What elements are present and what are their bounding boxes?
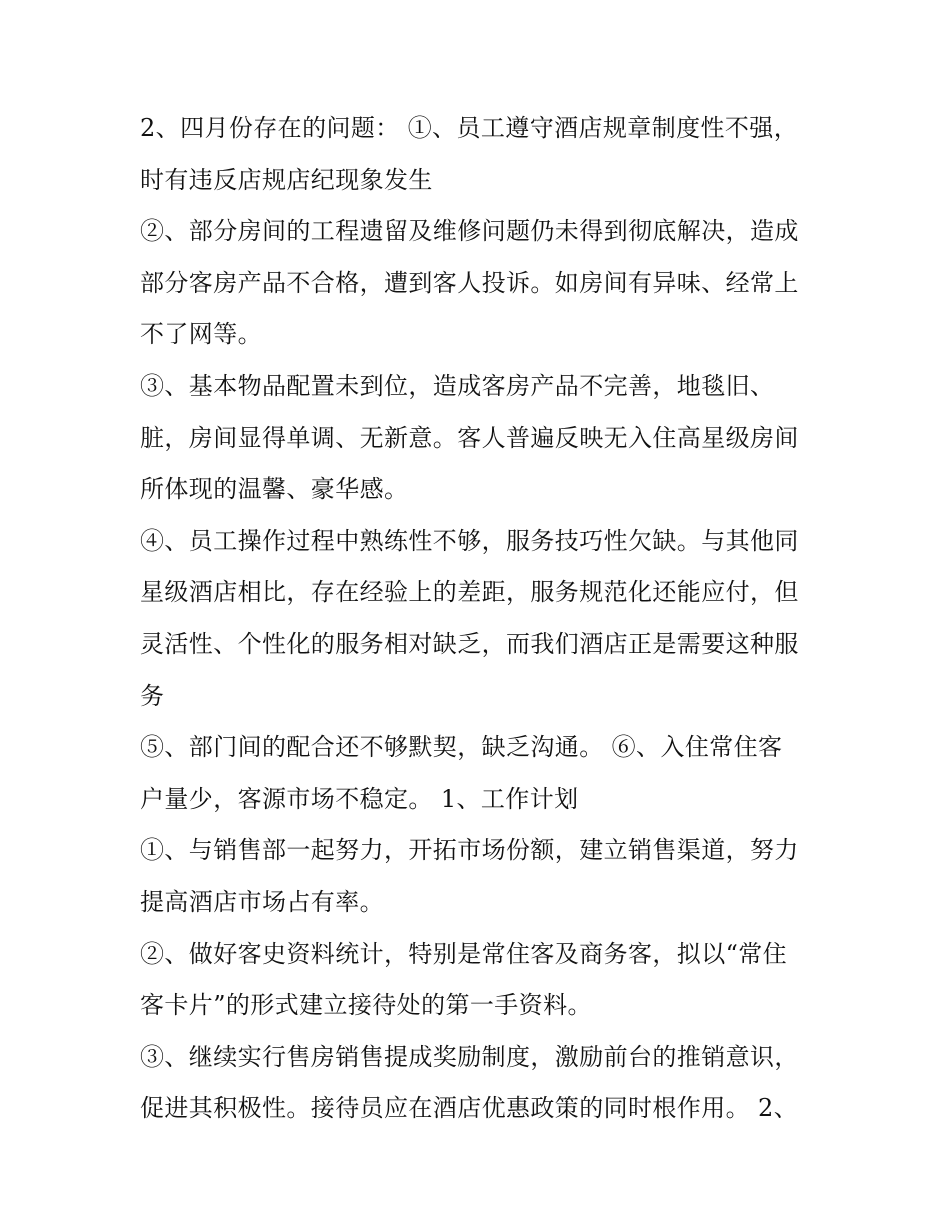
text-line-9: ④、员工操作过程中熟练性不够，服务技巧性欠缺。与其他同 [140,526,799,555]
text-line-2: 时有违反店规店纪现象发生 [140,165,433,194]
text-line-20: 促进其积极性。接待员应在酒店优惠政策的同时根作用。 2、 [140,1094,799,1123]
text-line-15: ①、与销售部一起努力，开拓市场份额，建立销售渠道，努力 [140,836,799,865]
text-line-8: 所体现的温馨、豪华感。 [140,475,409,504]
text-line-5: 不了网等。 [140,320,262,349]
text-line-11: 灵活性、个性化的服务相对缺乏，而我们酒店正是需要这种服 [140,629,799,658]
text-line-3: ②、部分房间的工程遗留及维修问题仍未得到彻底解决，造成 [140,217,799,246]
document-page [140,103,830,1135]
text-line-17: ②、做好客史资料统计，特别是常住客及商务客，拟以“常住 [140,939,788,968]
text-line-13: ⑤、部门间的配合还不够默契，缺乏沟通。 ⑥、入住常住客 [140,733,783,762]
text-line-6: ③、基本物品配置未到位，造成客房产品不完善，地毯旧、 [140,371,775,400]
text-line-7: 脏，房间显得单调、无新意。客人普遍反映无入住高星级房间 [140,423,799,452]
text-line-14: 户量少，客源市场不稳定。 1、工作计划 [140,784,579,813]
text-line-12: 务 [140,681,165,710]
text-line-18: 客卡片”的形式建立接待处的第一手资料。 [140,991,592,1020]
text-line-19: ③、继续实行售房销售提成奖励制度，激励前台的推销意识， [140,1042,799,1071]
text-line-4: 部分客房产品不合格，遭到客人投诉。如房间有异味、经常上 [140,268,799,297]
text-line-16: 提高酒店市场占有率。 [140,887,384,916]
text-line-10: 星级酒店相比，存在经验上的差距，服务规范化还能应付，但 [140,578,799,607]
text-line-1: 2、四月份存在的问题： ①、员工遵守酒店规章制度性不强， [140,114,799,142]
